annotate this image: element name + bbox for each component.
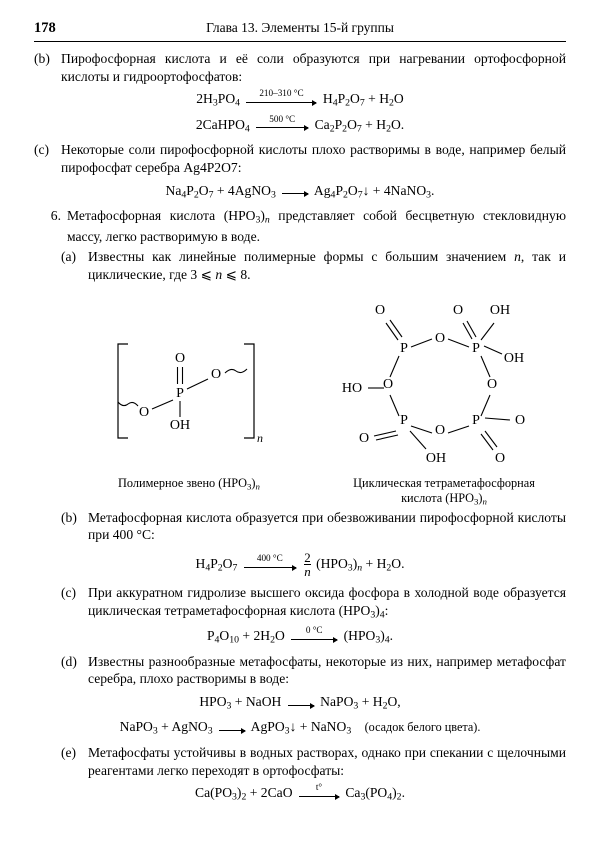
svg-text:P: P [400, 412, 408, 428]
list-text: Известны как линейные полимерные формы с большим значением n, так и циклические, где 3 ⩽ n ⩽ 8. [88, 249, 566, 282]
eq2-left: 2CaHPO$_4$ [195, 116, 250, 135]
eq8-condition: t° [315, 782, 323, 792]
svg-text:O: O [494, 450, 506, 466]
equation-6 [34, 693, 566, 713]
eq4-left: $H_4P_2O_7$ [195, 556, 238, 574]
fraction-denominator: n [304, 564, 311, 580]
list-marker: (d) [61, 653, 77, 669]
list-marker: (a) [61, 249, 77, 265]
svg-text:O: O [358, 430, 370, 446]
svg-text:OH: OH [169, 417, 191, 433]
reaction-arrow-icon [288, 696, 314, 710]
svg-text:OH: OH [425, 450, 447, 466]
svg-text:O: O [138, 404, 150, 420]
svg-text:HO: HO [341, 380, 363, 396]
figure-polymer-unit [94, 330, 294, 460]
eq3-content: $Na_4P_2O_7$ + 4AgNO$_3$ [165, 182, 276, 201]
figure-cyclic-acid [324, 290, 564, 470]
list-marker: (e) [61, 744, 77, 760]
eq1-left: $2H_3PO_4$ [196, 91, 241, 110]
eq3-right: $Ag_4P_2O_7↓$ + 4NaNO$_3$. [313, 182, 435, 201]
equation-8 [34, 784, 566, 804]
page-content [34, 50, 566, 810]
reaction-arrow-icon [256, 113, 308, 133]
svg-text:O: O [434, 330, 446, 346]
eq4-condition: 400 °C [256, 552, 283, 563]
reaction-arrow-icon [244, 552, 296, 572]
reaction-arrow-icon [299, 782, 339, 801]
list-marker: (c) [34, 142, 50, 158]
eq5-right: $(HPO_3)_4$. [343, 628, 394, 646]
svg-text:OH: OH [503, 350, 525, 366]
reaction-arrow-icon [282, 185, 308, 199]
svg-text:O: O [434, 422, 446, 438]
equation-1 [34, 90, 566, 110]
list-item-b2 [61, 509, 566, 544]
list-text: Метафосфорная кислота образуется при обезвоживании пирофосфорной кислоты при 400 °C: [88, 509, 566, 543]
header-divider [34, 41, 566, 42]
eq4-right: $(HPO_3)_n + H_2O$. [316, 556, 405, 574]
list-item-d [61, 653, 566, 688]
reaction-arrow-icon [291, 624, 337, 644]
list-item-c2 [61, 584, 566, 622]
eq6-left: $HPO_3$ + NaOH [199, 694, 282, 712]
eq1-right: $H_4P_2O_7 + H_2O$ [322, 91, 404, 110]
figure-right-caption-line1: Циклическая тетраметафосфорная [353, 475, 535, 490]
list-item-e [61, 744, 566, 779]
figure-group [34, 290, 566, 505]
list-marker: (b) [61, 509, 77, 525]
eq6-right: NaPO$_3$ + $H_2O$, [320, 694, 401, 712]
list-text: Метафосфорная кислота $(HPO_3)_n$ представляет собой бесцветную стекловидную массу, легко растворимую в воде. [67, 208, 566, 244]
figure-left-caption: Полимерное звено $(HPO_3)_n$ [118, 475, 260, 492]
equation-4 [34, 551, 566, 579]
svg-text:O: O [374, 302, 386, 318]
polymer-unit-structure [94, 330, 294, 460]
page-number: 178 [34, 20, 56, 36]
svg-text:P: P [176, 385, 184, 401]
eq2-condition: 500 °C [269, 113, 296, 124]
eq1-condition: 210–310 °C [259, 88, 304, 99]
svg-text:O: O [382, 376, 394, 392]
figure-right-caption: Циклическая тетраметафосфорная кислота $(HPO_3)_n$ [353, 475, 535, 507]
equation-2 [34, 113, 566, 136]
equation-5 [34, 624, 566, 647]
chapter-title: Глава 13. Элементы 15-й группы [206, 20, 394, 35]
eq7-left: NaPO$_3$ + AgNO$_3$ [119, 719, 213, 738]
list-text: Метафосфаты устойчивы в водных растворах, однако при спекании с щелочными реагентами легко переходят в ортофосфаты: [88, 744, 566, 778]
svg-text:O: O [452, 302, 464, 318]
reaction-arrow-icon [219, 722, 245, 736]
list-text: При аккуратном гидролизе высшего оксида фосфора в холодной воде образуется циклическая тетраметафосфорная кислота $(HPO_3)_4$: [88, 585, 566, 621]
eq8-right: $Ca_3(PO_4)_2$. [345, 785, 405, 804]
svg-text:OH: OH [489, 302, 511, 318]
svg-text:P: P [472, 340, 480, 356]
svg-text:O: O [174, 350, 186, 366]
fraction-numerator: 2 [304, 549, 311, 565]
list-text: Некоторые соли пирофосфорной кислоты плохо растворимы в воде, например белый пирофосфат серебра Ag4P2O7: [61, 142, 566, 175]
eq5-left: $P_4O_{10} + 2H_2O$ [206, 628, 285, 646]
fraction [304, 551, 310, 579]
svg-text:O: O [210, 366, 222, 382]
list-item-c [34, 141, 566, 176]
eq7-right: AgPO$_3$↓ + NaNO$_3$ [250, 719, 352, 738]
eq7-note: (осадок белого цвета). [364, 720, 481, 735]
equation-7 [34, 718, 566, 738]
cyclic-tetrametaphosphoric-structure [324, 290, 564, 470]
list-text: Известны разнообразные метафосфаты, некоторые из них, например метафосфат серебра, плохо растворимы в воде: [88, 653, 566, 687]
list-marker: (c) [61, 585, 77, 601]
equation-3 [34, 182, 566, 202]
svg-text:O: O [514, 412, 526, 428]
eq5-condition: 0 °C [305, 624, 323, 635]
list-item-b [34, 50, 566, 85]
list-marker: (b) [34, 51, 50, 66]
list-text: Пирофосфорная кислота и её соли образуются при нагревании ортофосфорной кислоты и гидроортофосфатов: [61, 51, 566, 84]
list-marker: 6. [50, 208, 61, 224]
eq8-left: $Ca(PO_3)_2 + 2CaO$ [195, 785, 293, 804]
svg-text:P: P [472, 412, 480, 428]
svg-text:P: P [400, 340, 408, 356]
eq2-right: $Ca_2P_2O_7 + H_2O$. [314, 116, 405, 135]
list-item-a [61, 248, 566, 283]
svg-text:n: n [257, 430, 263, 445]
page-header [34, 20, 566, 40]
reaction-arrow-icon [246, 88, 316, 107]
list-item-6 [34, 207, 566, 245]
svg-text:O: O [486, 376, 498, 392]
